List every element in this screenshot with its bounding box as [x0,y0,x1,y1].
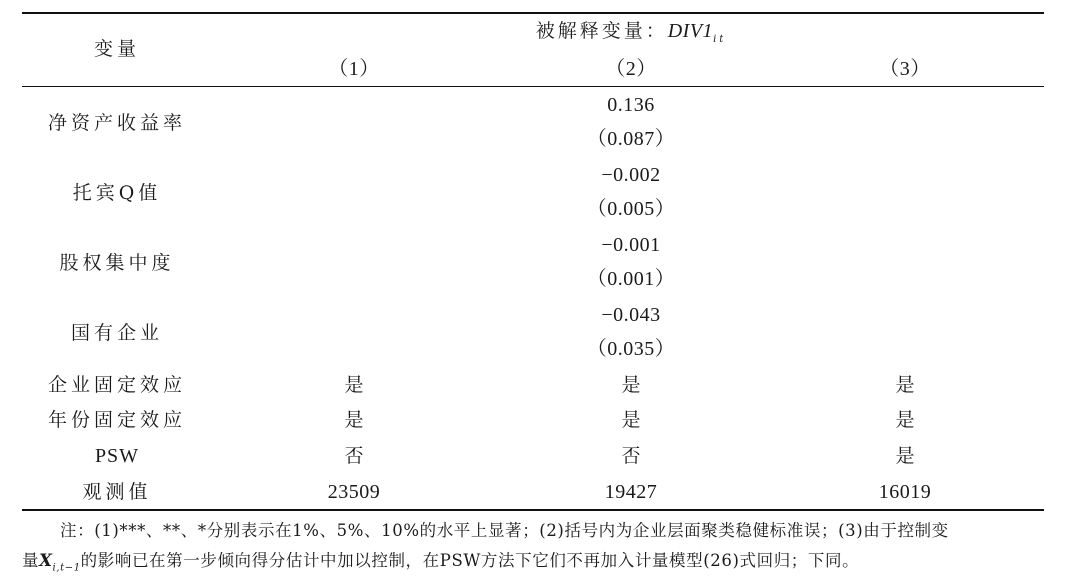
column-header-1: （1） [328,58,380,80]
dependent-variable-header [536,20,727,51]
se-tobinq: （0.005） [586,198,676,220]
variable-header: 变量 [93,38,141,60]
row-label-ownership: 股权集中度 [59,252,175,274]
row-label-observations: 观测值 [82,481,152,503]
coef-ownership: −0.001 [601,234,661,256]
dep-var-prefix: 被解释变量： [535,20,668,42]
coef-roe: 0.136 [607,94,655,116]
row-label-soe: 国有企业 [70,322,164,344]
se-soe: （0.035） [586,338,676,360]
table-note-line1: 注：(1)***、**、*分别表示在1%、5%、10%的水平上显著；(2)括号内为企业层面聚类稳健标准误；(3)由于控制变 [60,521,949,540]
row-label-tobinq: 托宾Q值 [72,182,162,204]
column-header-3: （3） [879,58,931,80]
top-rule [22,12,1044,14]
psw-col1: 否 [344,445,364,467]
firm-fe-col1: 是 [344,374,364,396]
psw-col2: 否 [621,445,641,467]
table-note-line2 [22,548,859,581]
se-ownership: （0.001） [586,268,676,290]
year-fe-col2: 是 [621,409,641,431]
coef-tobinq: −0.002 [601,164,661,186]
dep-var-name: DIV1 [667,20,714,42]
se-roe: （0.087） [586,128,676,150]
row-label-psw: PSW [94,445,140,467]
header-rule [22,86,1044,87]
row-label-roe: 净资产收益率 [47,112,187,134]
obs-col2: 19427 [604,481,658,503]
column-header-2: （2） [605,58,657,80]
year-fe-col3: 是 [895,409,915,431]
row-label-firm-fe: 企业固定效应 [47,374,187,396]
note-line2-prefix: 量 [22,551,40,570]
firm-fe-col2: 是 [621,374,641,396]
year-fe-col1: 是 [344,409,364,431]
firm-fe-col3: 是 [895,374,915,396]
note-var-sub: i,t−1 [52,562,81,574]
note-line2-text: 的影响已在第一步倾向得分估计中加以控制，在PSW方法下它们不再加入计量模型(26)式回归；下同。 [80,551,860,570]
row-label-year-fe: 年份固定效应 [47,409,187,431]
coef-soe: −0.043 [601,304,661,326]
dep-var-sub: it [713,33,727,45]
obs-col1: 23509 [327,481,381,503]
psw-col3: 是 [895,445,915,467]
note-var-x: X [39,551,53,570]
bottom-rule [22,509,1044,511]
obs-col3: 16019 [878,481,932,503]
